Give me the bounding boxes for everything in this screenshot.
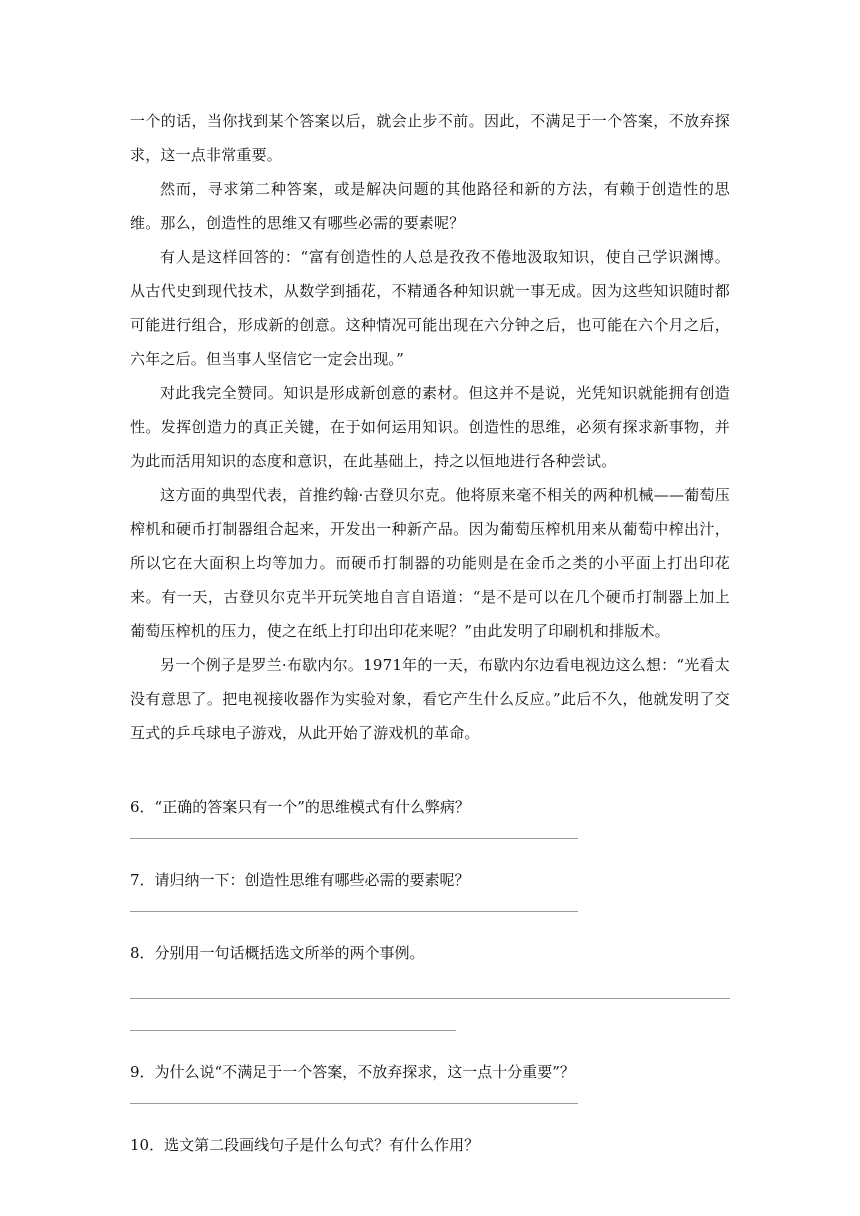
question-8: 8．分别用一句话概括选文所举的两个事例。: [130, 944, 425, 962]
question-9: 9．为什么说“不满足于一个答案，不放弃探求，这一点十分重要”？: [130, 1063, 575, 1081]
document-page: [130, 104, 730, 1156]
passage-paragraph-5: 这方面的典型代表，首推约翰·古登贝尔克。他将原来毫不相关的两种机械——葡萄压榨机和硬币打制器组合起来，开发出一种新产品。因为葡萄压榨机用来从葡萄中榨出汁，所以它在大面积上均等加力。而硬币打制器的功能则是在金币之类的小平面上打出印花来。有一天，古登贝尔克半开玩笑地自言自语道：“是不是可以在几个硬币打制器上加上葡萄压榨机的压力，使之在纸上打印出印花来呢？”由此发明了印刷机和排版术。: [130, 486, 730, 640]
question-10: 10．选文第二段画线句子是什么句式？有什么作用？: [130, 1136, 480, 1154]
passage-paragraph-2: 然而，寻求第二种答案，或是解决问题的其他路径和新的方法，有赖于创造性的思维。那么，创造性的思维又有哪些必需的要素呢？: [130, 180, 730, 232]
passage-paragraph-6: 另一个例子是罗兰·布歇内尔。1971年的一天，布歇内尔边看电视边这么想：“光看太没有意思了。把电视接收器作为实验对象，看它产生什么反应。”此后不久，他就发明了交互式的乒乓球电子游戏，从此开始了游戏机的革命。: [130, 656, 730, 742]
reading-passage: [130, 104, 730, 750]
question-list: [130, 786, 730, 1156]
passage-paragraph-3: 有人是这样回答的：“富有创造性的人总是孜孜不倦地汲取知识，使自己学识渊博。从古代史到现代技术，从数学到插花，不精通各种知识就一事无成。因为这些知识随时都可能进行组合，形成新的创意。这种情况可能出现在六分钟之后，也可能在六个月之后，六年之后。但当事人坚信它一定会出现。”: [130, 248, 730, 368]
question-6: 6．“正确的答案只有一个”的思维模式有什么弊病？: [130, 798, 470, 816]
question-7: 7．请归纳一下：创造性思维有哪些必需的要素呢？: [130, 871, 470, 889]
answer-line-8a[interactable]: [130, 998, 730, 999]
passage-paragraph-1: 一个的话，当你找到某个答案以后，就会止步不前。因此，不满足于一个答案，不放弃探求，这一点非常重要。: [130, 112, 730, 164]
passage-paragraph-4: 对此我完全赞同。知识是形成新创意的素材。但这并不是说，光凭知识就能拥有创造性。发挥创造力的真正关键，在于如何运用知识。创造性的思维，必须有探求新事物，并为此而活用知识的态度和意识，在此基础上，持之以恒地进行各种尝试。: [130, 384, 730, 470]
